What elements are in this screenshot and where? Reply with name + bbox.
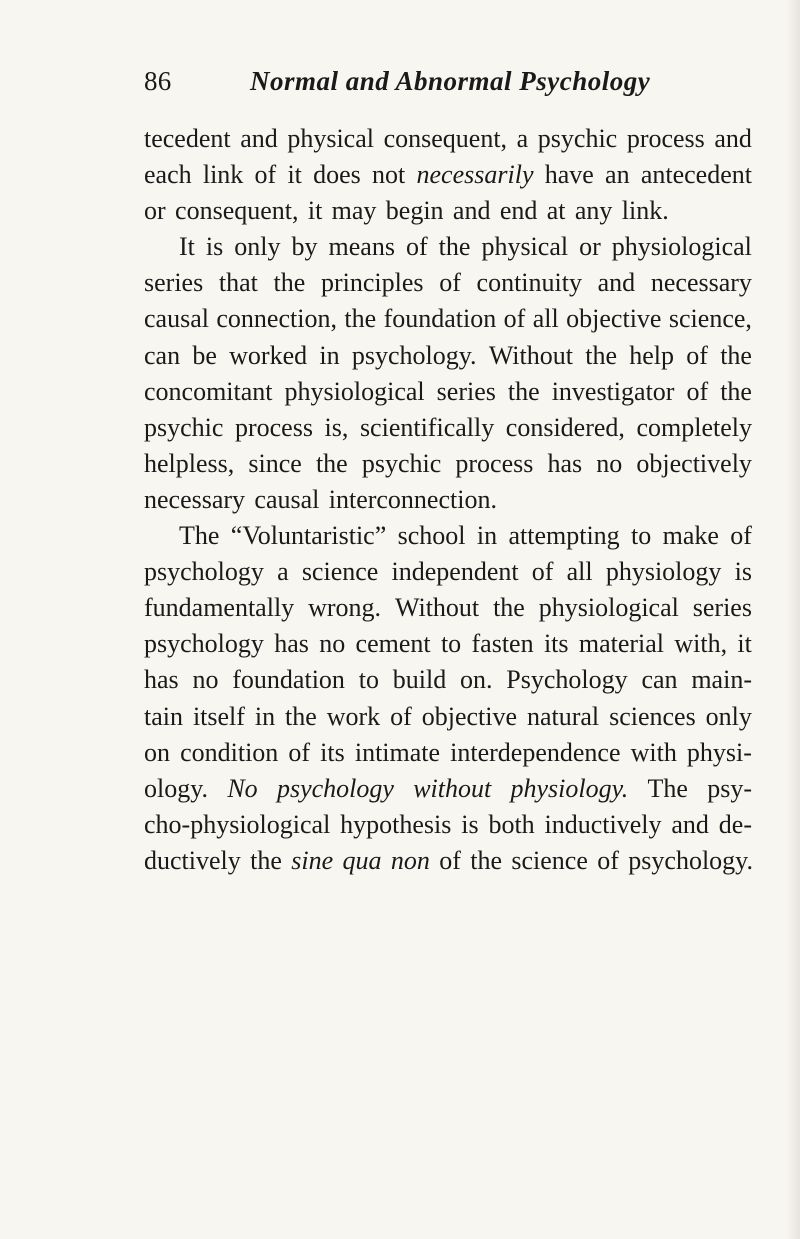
- text-line: [144, 446, 752, 482]
- word: no: [596, 448, 623, 478]
- word: of: [288, 737, 311, 767]
- word: has: [144, 665, 179, 695]
- word: and: [452, 196, 491, 226]
- word: or: [144, 196, 166, 226]
- page-number: 86: [144, 66, 172, 96]
- word: necessary: [650, 268, 752, 298]
- word: psychic: [361, 448, 442, 478]
- word: since: [248, 448, 302, 478]
- text-line: [144, 121, 752, 157]
- word: consequent,: [175, 196, 299, 226]
- word: it: [737, 629, 752, 659]
- word: causal: [254, 484, 320, 514]
- text-line: [144, 338, 752, 374]
- word: an: [605, 160, 630, 190]
- word: foundation: [232, 665, 345, 695]
- word: help: [629, 340, 675, 370]
- word: or: [579, 232, 601, 262]
- word: condition: [180, 737, 279, 767]
- word: sciences: [609, 701, 696, 731]
- word: helpless,: [144, 448, 235, 478]
- word: the: [344, 304, 377, 334]
- word: ology.: [144, 773, 209, 803]
- italic-word: No: [227, 773, 258, 803]
- word: only: [234, 232, 281, 262]
- word: a: [277, 557, 289, 587]
- word: physical: [287, 124, 374, 153]
- word: The: [647, 773, 688, 803]
- word: concomitant: [144, 376, 273, 406]
- italic-word: psychology: [276, 773, 394, 803]
- word: psychology.: [351, 340, 477, 370]
- word: fundamentally: [144, 593, 295, 623]
- word: physiological: [284, 376, 425, 406]
- word: process: [626, 124, 705, 153]
- text-line: [144, 410, 752, 446]
- word: interdependence: [450, 737, 621, 767]
- word: objectively: [636, 448, 752, 478]
- word: physiological: [538, 593, 679, 623]
- word: the: [720, 340, 752, 370]
- word: antecedent: [640, 160, 752, 190]
- word: Without: [394, 593, 480, 623]
- word: can: [144, 340, 181, 370]
- word: at: [546, 196, 566, 226]
- word: link: [202, 160, 244, 190]
- word: “Voluntaristic”: [230, 521, 387, 551]
- word: of: [730, 521, 752, 551]
- word: no: [319, 629, 346, 659]
- text-line: [144, 193, 752, 229]
- word: physi-: [686, 737, 752, 767]
- word: psychology.: [628, 845, 753, 875]
- word: psychology: [144, 557, 264, 587]
- word: considered,: [505, 412, 625, 442]
- body-text: [144, 121, 752, 879]
- word: both: [488, 809, 535, 839]
- word: build: [392, 665, 447, 695]
- word: foundation: [383, 304, 497, 334]
- word: its: [320, 737, 345, 767]
- word: series: [144, 268, 204, 298]
- word: on: [144, 737, 170, 767]
- word: begin: [385, 196, 444, 226]
- word: hypothesis: [340, 809, 452, 839]
- running-head: [144, 66, 704, 106]
- word: of: [503, 304, 526, 334]
- word: all: [566, 557, 593, 587]
- word: is: [205, 232, 224, 262]
- word: the: [438, 232, 471, 262]
- word: to: [440, 629, 462, 659]
- word: psychology: [144, 629, 264, 659]
- word: in: [319, 340, 340, 370]
- word: can: [641, 665, 678, 695]
- text-line: [144, 843, 752, 879]
- text-line: [144, 229, 752, 265]
- word: to: [631, 521, 652, 551]
- word: the: [507, 376, 540, 406]
- word: only: [705, 701, 752, 731]
- word: science: [511, 845, 588, 875]
- page-edge-shadow: [786, 0, 800, 1239]
- word: inductively: [544, 809, 662, 839]
- word: causal: [144, 304, 209, 334]
- word: completely: [636, 412, 752, 442]
- text-line: [144, 374, 752, 410]
- word: The: [179, 521, 220, 551]
- word: ductively: [144, 845, 241, 875]
- italic-word: without: [413, 773, 492, 803]
- text-line: [144, 807, 752, 843]
- word: the: [250, 845, 282, 875]
- word: scientifically: [359, 412, 495, 442]
- word: physiological: [611, 232, 752, 262]
- word: physical: [481, 232, 569, 262]
- word: make: [662, 521, 719, 551]
- word: and: [671, 809, 709, 839]
- word: series: [436, 376, 496, 406]
- running-title: Normal and Abnormal Psychology: [250, 66, 651, 96]
- word: wrong.: [308, 593, 382, 623]
- word: the: [315, 448, 348, 478]
- word: investigator: [551, 376, 675, 406]
- word: attempting: [508, 521, 620, 551]
- word: principles: [320, 268, 424, 298]
- word: is,: [324, 412, 349, 442]
- word: of: [439, 268, 461, 298]
- word: by: [291, 232, 318, 262]
- word: Without: [488, 340, 573, 370]
- word: necessary: [144, 484, 246, 514]
- word: and: [714, 124, 752, 153]
- word: of: [405, 232, 428, 262]
- word: and: [240, 124, 278, 153]
- text-line: [144, 482, 752, 518]
- word: of: [254, 160, 277, 190]
- word: tecedent: [144, 124, 231, 153]
- word: work: [326, 701, 381, 731]
- word: the: [585, 340, 617, 370]
- italic-word: physiology.: [510, 773, 629, 803]
- word: is: [734, 557, 752, 587]
- text-line: [144, 590, 752, 626]
- italic-word: necessarily: [416, 160, 534, 190]
- word: itself: [192, 701, 245, 731]
- word: of: [686, 340, 708, 370]
- word: Psychology: [506, 665, 628, 695]
- word: tain: [144, 701, 183, 731]
- text-line: [144, 157, 752, 193]
- word: link.: [621, 196, 669, 226]
- word: end: [499, 196, 538, 226]
- word: of: [439, 845, 461, 875]
- word: consequent,: [383, 124, 508, 153]
- word: series: [692, 593, 752, 623]
- word: all: [532, 304, 559, 334]
- word: of: [686, 376, 709, 406]
- word: the: [470, 845, 503, 875]
- word: any: [574, 196, 613, 226]
- word: It: [179, 232, 195, 262]
- word: fasten: [471, 629, 534, 659]
- word: in: [254, 701, 276, 731]
- word: de-: [718, 809, 752, 839]
- word: be: [192, 340, 217, 370]
- text-line: [144, 554, 752, 590]
- text-line: [144, 626, 752, 662]
- word: natural: [526, 701, 600, 731]
- word: the: [493, 593, 525, 623]
- text-line: [144, 662, 752, 698]
- word: it: [287, 160, 302, 190]
- text-line: [144, 518, 752, 554]
- word: it: [307, 196, 323, 226]
- word: material: [578, 629, 665, 659]
- italic-word: non: [390, 845, 430, 875]
- word: physiology: [605, 557, 722, 587]
- text-line: [144, 735, 752, 771]
- word: of: [531, 557, 554, 587]
- text-line: [144, 265, 752, 301]
- word: and: [597, 268, 636, 298]
- word: has: [274, 629, 309, 659]
- text-line: [144, 771, 752, 807]
- word: process: [234, 412, 313, 442]
- italic-word: qua: [342, 845, 382, 875]
- text-line: [144, 699, 752, 735]
- italic-word: sine: [291, 845, 334, 875]
- word: the: [720, 376, 752, 406]
- word: does: [313, 160, 361, 190]
- word: connection,: [216, 304, 337, 334]
- word: continuity: [476, 268, 582, 298]
- word: psychic: [537, 124, 618, 153]
- word: the: [285, 701, 317, 731]
- word: with: [630, 737, 677, 767]
- word: to: [358, 665, 379, 695]
- word: psy-: [707, 773, 752, 803]
- word: has: [547, 448, 583, 478]
- word: in: [476, 521, 498, 551]
- word: science: [301, 557, 379, 587]
- word: may: [331, 196, 377, 226]
- text-line: [144, 301, 752, 337]
- word: cement: [355, 629, 431, 659]
- word: is: [461, 809, 479, 839]
- word: of: [597, 845, 619, 875]
- word: means: [328, 232, 395, 262]
- word: process: [455, 448, 534, 478]
- word: that: [218, 268, 258, 298]
- word: not: [372, 160, 406, 190]
- word: school: [397, 521, 466, 551]
- word: of: [390, 701, 412, 731]
- word: no: [192, 665, 219, 695]
- word: the: [273, 268, 306, 298]
- word: each: [144, 160, 192, 190]
- word: have: [544, 160, 594, 190]
- word: worked: [229, 340, 308, 370]
- word: its: [543, 629, 569, 659]
- word: objective: [566, 304, 662, 334]
- word: on.: [460, 665, 493, 695]
- word: a: [516, 124, 529, 153]
- word: science,: [668, 304, 752, 334]
- word: psychic: [144, 412, 224, 442]
- word: cho-physiological: [144, 809, 331, 839]
- word: main-: [691, 665, 752, 695]
- word: objective: [421, 701, 518, 731]
- word: with,: [674, 629, 728, 659]
- word: intimate: [354, 737, 441, 767]
- word: independent: [391, 557, 519, 587]
- word: interconnection.: [328, 484, 497, 514]
